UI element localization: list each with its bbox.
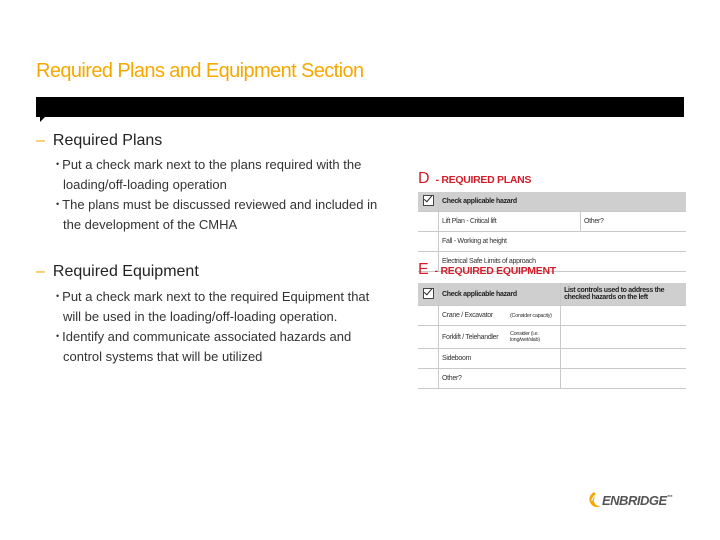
plans-heading-text: Required Plans [52,132,163,149]
dash-icon: – [36,263,45,280]
bullet-icon: • [56,331,60,341]
form-e-heading [418,261,556,279]
equipment-heading-text: Required Equipment [52,263,199,280]
table-row: Forklift / Telehandler Consider (i.e. long/wet/slab) [418,326,686,349]
form-e-title: - REQUIRED EQUIPMENT [434,265,556,277]
table-row: Electrical Safe Limits of approach [418,252,686,272]
equipment-bullet-2: • Identify and communicate associated hazards and control systems that will be utilized [56,329,352,364]
form-e-header-row [418,283,686,306]
form-d-table [418,192,686,272]
form-d-heading [418,170,531,188]
checkbox-icon[interactable] [423,288,434,299]
bullet-icon: • [56,159,60,169]
form-d-header-label: Check applicable hazard [439,192,687,212]
form-e-header-label: Check applicable hazard [439,283,561,306]
brand-name: ENBRIDGE [602,492,667,508]
slide-title: Required Plans and Equipment Section [36,60,364,82]
equipment-bullet-1: • Put a check mark next to the required Equipment that will be used in the loading/off-loading operation. [56,289,370,324]
bullet-icon: • [56,291,60,301]
checkbox-icon[interactable] [423,195,434,206]
divider-notch [40,116,46,122]
form-d-header-row [418,192,686,212]
table-row: Sideboom [418,349,686,369]
form-d-title: - REQUIRED PLANS [435,174,532,186]
plans-bullet-2: • The plans must be discussed reviewed and included in the development of the CMHA [56,197,378,232]
table-row: Fall - Working at height [418,232,686,252]
trademark-mark: ™ [666,494,673,501]
equipment-heading [36,263,199,281]
form-e-letter: E [418,261,429,278]
table-row: Lift Plan - Critical lift Other? [418,212,686,232]
dash-icon: – [36,132,45,149]
form-d-letter: D [418,170,430,187]
table-row: Crane / Excavator (Consider capacity) [418,306,686,326]
title-divider-bar [36,97,684,117]
plans-heading [36,132,162,150]
bullet-icon: • [56,199,60,209]
enbridge-logo-icon [586,491,602,509]
enbridge-logo [586,491,672,509]
form-e-table [418,283,686,389]
form-e-header-controls: List controls used to address the checked hazards on the left [561,283,686,306]
plans-bullet-1: • Put a check mark next to the plans required with the loading/off-loading operation [56,157,362,192]
table-row: Other? [418,369,686,389]
